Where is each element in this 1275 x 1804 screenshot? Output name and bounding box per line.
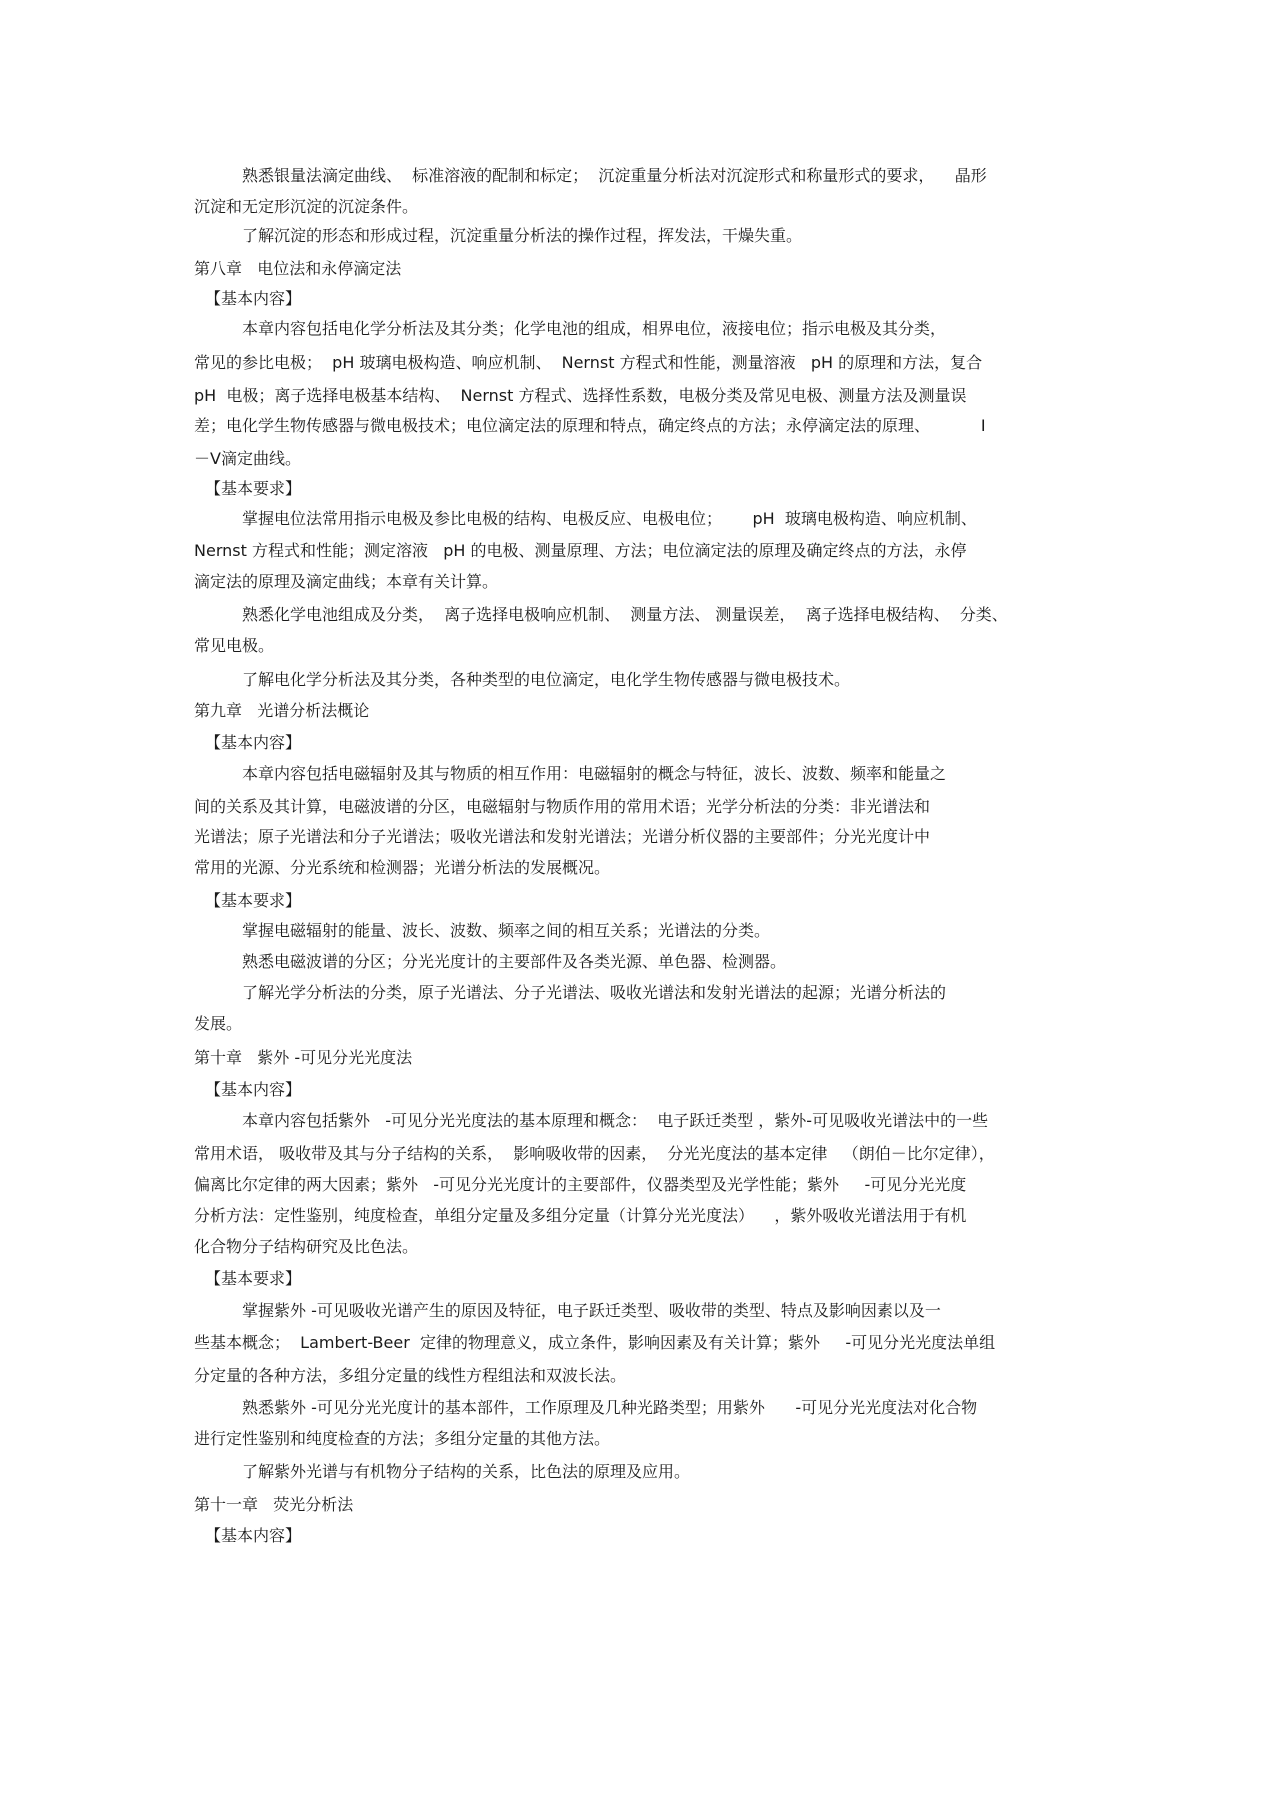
text-line: －V滴定曲线。 — [194, 449, 301, 468]
text-line: 本章内容包括电磁辐射及其与物质的相互作用：电磁辐射的概念与特征，波长、波数、频率和能量之 — [242, 764, 947, 783]
text-line: pH 电极；离子选择电极基本结构、 Nernst 方程式、选择性系数，电极分类及常见电极、测量方法及测量误 — [194, 386, 967, 405]
text-line: 常用术语， 吸收带及其与分子结构的关系， 影响吸收带的因素， 分光光度法的基本定律 （朗伯－比尔定律）， — [194, 1144, 995, 1163]
text-line: 第十一章 荧光分析法 — [194, 1495, 354, 1514]
text-line: 【基本内容】 — [205, 733, 302, 752]
text-line: 【基本内容】 — [205, 1080, 302, 1099]
text-line: 差；电化学生物传感器与微电极技术；电位滴定法的原理和特点，确定终点的方法；永停滴定法的原理、 I — [194, 416, 986, 435]
text-line: 了解光学分析法的分类，原子光谱法、分子光谱法、吸收光谱法和发射光谱法的起源；光谱分析法的 — [242, 983, 947, 1002]
text-line: 熟悉银量法滴定曲线、 标准溶液的配制和标定； 沉淀重量分析法对沉淀形式和称量形式的要求， 晶形 — [242, 166, 987, 185]
text-line: 【基本要求】 — [205, 891, 302, 910]
text-line: 掌握电位法常用指示电极及参比电极的结构、电极反应、电极电位； pH 玻璃电极构造、响应机制、 — [242, 509, 977, 528]
text-line: 【基本要求】 — [205, 479, 302, 498]
text-line: 第八章 电位法和永停滴定法 — [194, 259, 402, 278]
text-line: 光谱法；原子光谱法和分子光谱法；吸收光谱法和发射光谱法；光谱分析仪器的主要部件；分光光度计中 — [194, 827, 931, 846]
text-line: 本章内容包括电化学分析法及其分类；化学电池的组成，相界电位，液接电位；指示电极及其分类， — [242, 319, 947, 338]
text-line: 了解电化学分析法及其分类，各种类型的电位滴定，电化学生物传感器与微电极技术。 — [242, 670, 851, 689]
text-line: 了解沉淀的形态和形成过程，沉淀重量分析法的操作过程，挥发法，干燥失重。 — [242, 226, 803, 245]
text-line: 常见的参比电极； pH 玻璃电极构造、响应机制、 Nernst 方程式和性能，测量溶液 pH 的原理和方法，复合 — [194, 353, 983, 372]
text-line: 发展。 — [194, 1014, 243, 1033]
text-line: 掌握电磁辐射的能量、波长、波数、频率之间的相互关系；光谱法的分类。 — [242, 921, 771, 940]
text-line: 【基本内容】 — [205, 289, 302, 308]
text-line: 熟悉紫外 -可见分光光度计的基本部件，工作原理及几种光路类型；用紫外 -可见分光光度法对化合物 — [242, 1398, 978, 1417]
text-line: 滴定法的原理及滴定曲线；本章有关计算。 — [194, 572, 499, 591]
text-line: 掌握紫外 -可见吸收光谱产生的原因及特征，电子跃迁类型、吸收带的类型、特点及影响因素以及一 — [242, 1301, 941, 1320]
text-line: 熟悉电磁波谱的分区；分光光度计的主要部件及各类光源、单色器、检测器。 — [242, 952, 787, 971]
text-line: 进行定性鉴别和纯度检查的方法；多组分定量的其他方法。 — [194, 1429, 611, 1448]
text-line: Nernst 方程式和性能；测定溶液 pH 的电极、测量原理、方法；电位滴定法的原理及确定终点的方法，永停 — [194, 541, 967, 560]
text-line: 第十章 紫外 -可见分光光度法 — [194, 1048, 413, 1067]
text-line: 常见电极。 — [194, 636, 275, 655]
text-line: 常用的光源、分光系统和检测器；光谱分析法的发展概况。 — [194, 858, 611, 877]
text-line: 【基本内容】 — [205, 1526, 302, 1545]
text-line: 第九章 光谱分析法概论 — [194, 701, 370, 720]
text-line: 沉淀和无定形沉淀的沉淀条件。 — [194, 197, 419, 216]
text-line: 间的关系及其计算，电磁波谱的分区，电磁辐射与物质作用的常用术语；光学分析法的分类：非光谱法和 — [194, 797, 931, 816]
text-line: 【基本要求】 — [205, 1269, 302, 1288]
text-line: 些基本概念； Lambert-Beer 定律的物理意义，成立条件，影响因素及有关计算；紫外 -可见分光光度法单组 — [194, 1333, 996, 1352]
text-line: 了解紫外光谱与有机物分子结构的关系，比色法的原理及应用。 — [242, 1462, 691, 1481]
text-line: 熟悉化学电池组成及分类， 离子选择电极响应机制、 测量方法、 测量误差， 离子选择电极结构、 分类、 — [242, 605, 1008, 624]
text-line: 分析方法：定性鉴别，纯度检查，单组分定量及多组分定量（计算分光光度法） ，紫外吸收光谱法用于有机 — [194, 1206, 967, 1225]
text-line: 本章内容包括紫外 -可见分光光度法的基本原理和概念： 电子跃迁类型 ，紫外-可见吸收光谱法中的一些 — [242, 1111, 989, 1130]
text-line: 偏离比尔定律的两大因素；紫外 -可见分光光度计的主要部件，仪器类型及光学性能；紫外 -可见分光光度 — [194, 1175, 967, 1194]
text-line: 分定量的各种方法，多组分定量的线性方程组法和双波长法。 — [194, 1366, 627, 1385]
text-line: 化合物分子结构研究及比色法。 — [194, 1237, 419, 1256]
